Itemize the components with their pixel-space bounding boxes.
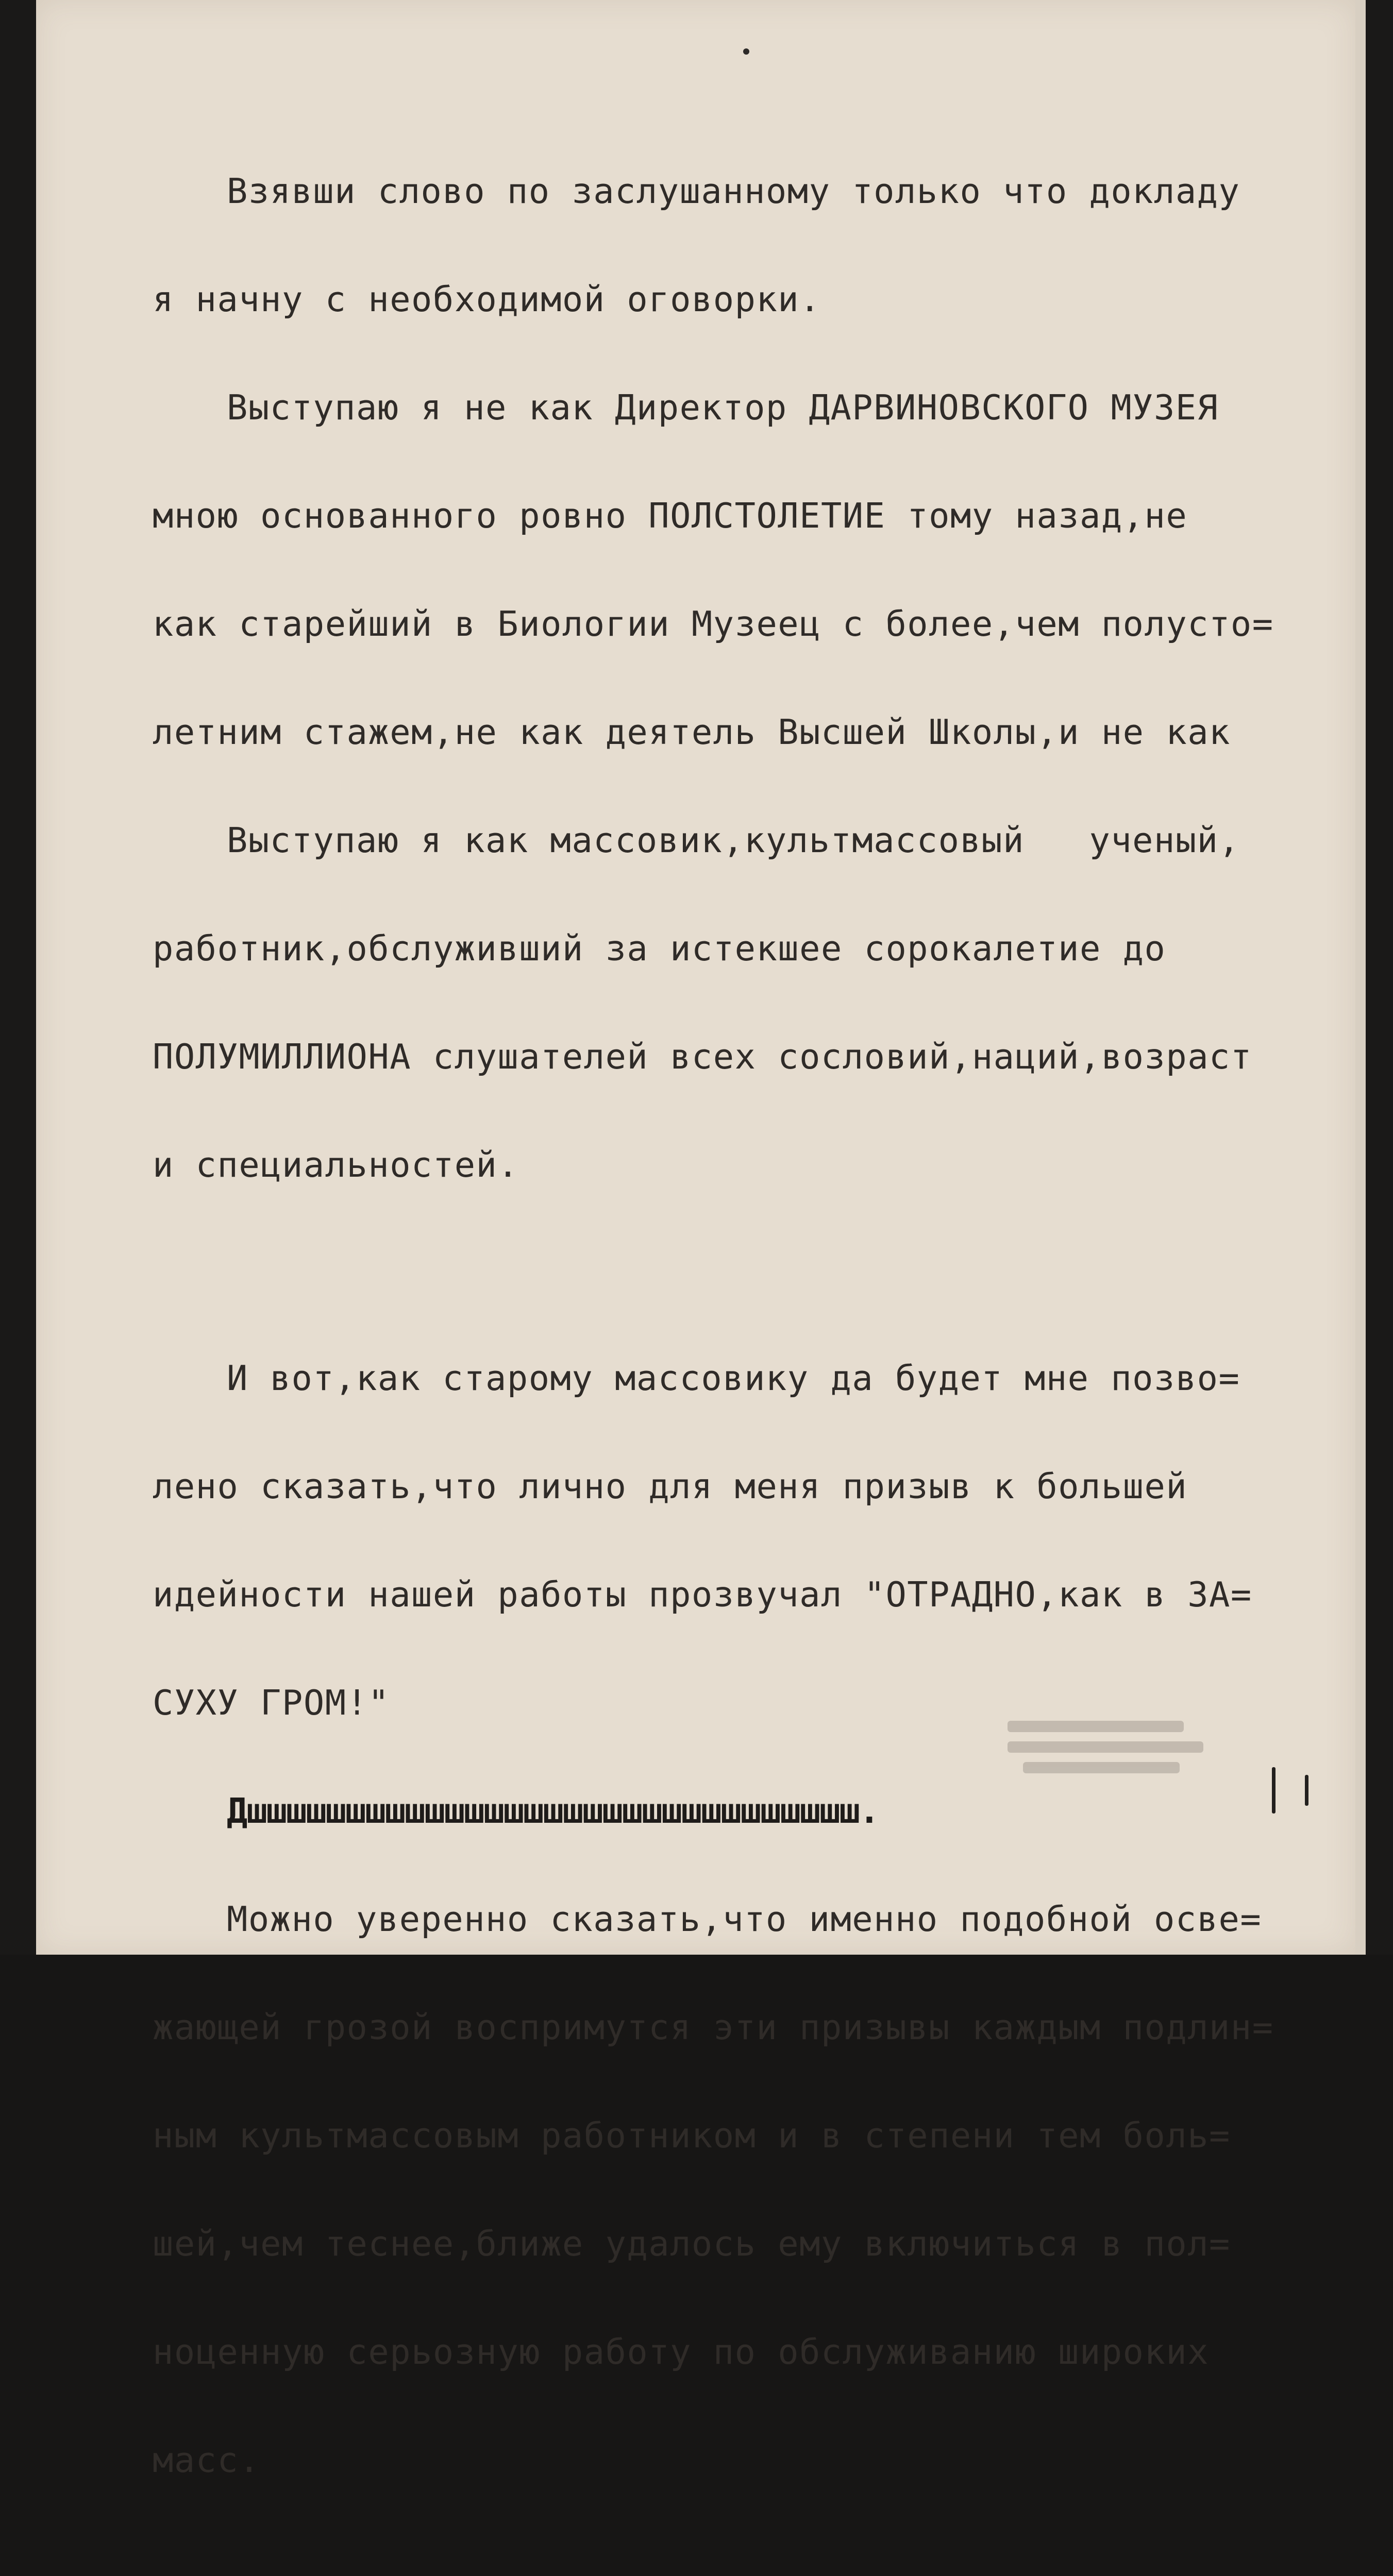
text-line: ным культмассовым работником и в степени тем боль= <box>153 2115 1231 2156</box>
text-line: И вот,как старому массовику да будет мне позво= <box>227 1358 1240 1398</box>
text-line: шей,чем теснее,ближе удалось ему включиться в пол= <box>153 2224 1231 2264</box>
page-mark <box>743 48 749 55</box>
text-line: ноценную серьозную работу по обслуживанию широких <box>153 2332 1210 2372</box>
text-line: Взявши слово по заслушанному только что докладу <box>227 171 1240 211</box>
struck-out-line: Дшшшшшшшшшшшшшшшшшшшшшшшшшшшшшшш. <box>227 1791 879 1831</box>
text-line: Выступаю я не как Директор ДАРВИНОВСКОГО МУЗЕЯ <box>227 387 1219 428</box>
text-line: как старейший в Биологии Музеец с более,чем полусто= <box>153 604 1274 644</box>
text-line: лено сказать,что лично для меня призыв к большей <box>153 1466 1188 1506</box>
blank-line <box>153 1255 1353 1288</box>
text-line: Можно уверенно сказать,что именно подобной осве= <box>227 1899 1262 1939</box>
text-line: Выступаю я как массовик,культмассовый ученый, <box>227 820 1240 860</box>
typed-speech-text <box>153 101 1353 2576</box>
text-line: СУХУ ГРОМ!" <box>153 1683 390 1723</box>
text-line: летним стажем,не как деятель Высшей Школы,и не как <box>153 712 1231 752</box>
faded-archive-stamp <box>1008 1721 1203 1808</box>
text-line: идейности нашей работы прозвучал "ОТРАДНО,как в ЗА= <box>153 1574 1252 1615</box>
text-line: жающей грозой воспримутся эти призывы каждым подлин= <box>153 2007 1274 2047</box>
text-line: я начну с необходимой оговорки. <box>153 279 821 319</box>
page-mark-text <box>703 30 715 54</box>
blank-line <box>153 2550 1353 2576</box>
text-line: и специальностей. <box>153 1145 519 1185</box>
text-line: работник,обслуживший за истекшее сорокалетие до <box>153 928 1166 969</box>
ink-mark <box>1272 1767 1275 1814</box>
text-line: мною основанного ровно ПОЛСТОЛЕТИЕ тому назад,не <box>153 496 1188 536</box>
text-line: масс. <box>153 2440 261 2480</box>
text-line: ПОЛУМИЛЛИОНА слушателей всех сословий,наций,возраст <box>153 1037 1252 1077</box>
ink-mark <box>1305 1775 1308 1806</box>
